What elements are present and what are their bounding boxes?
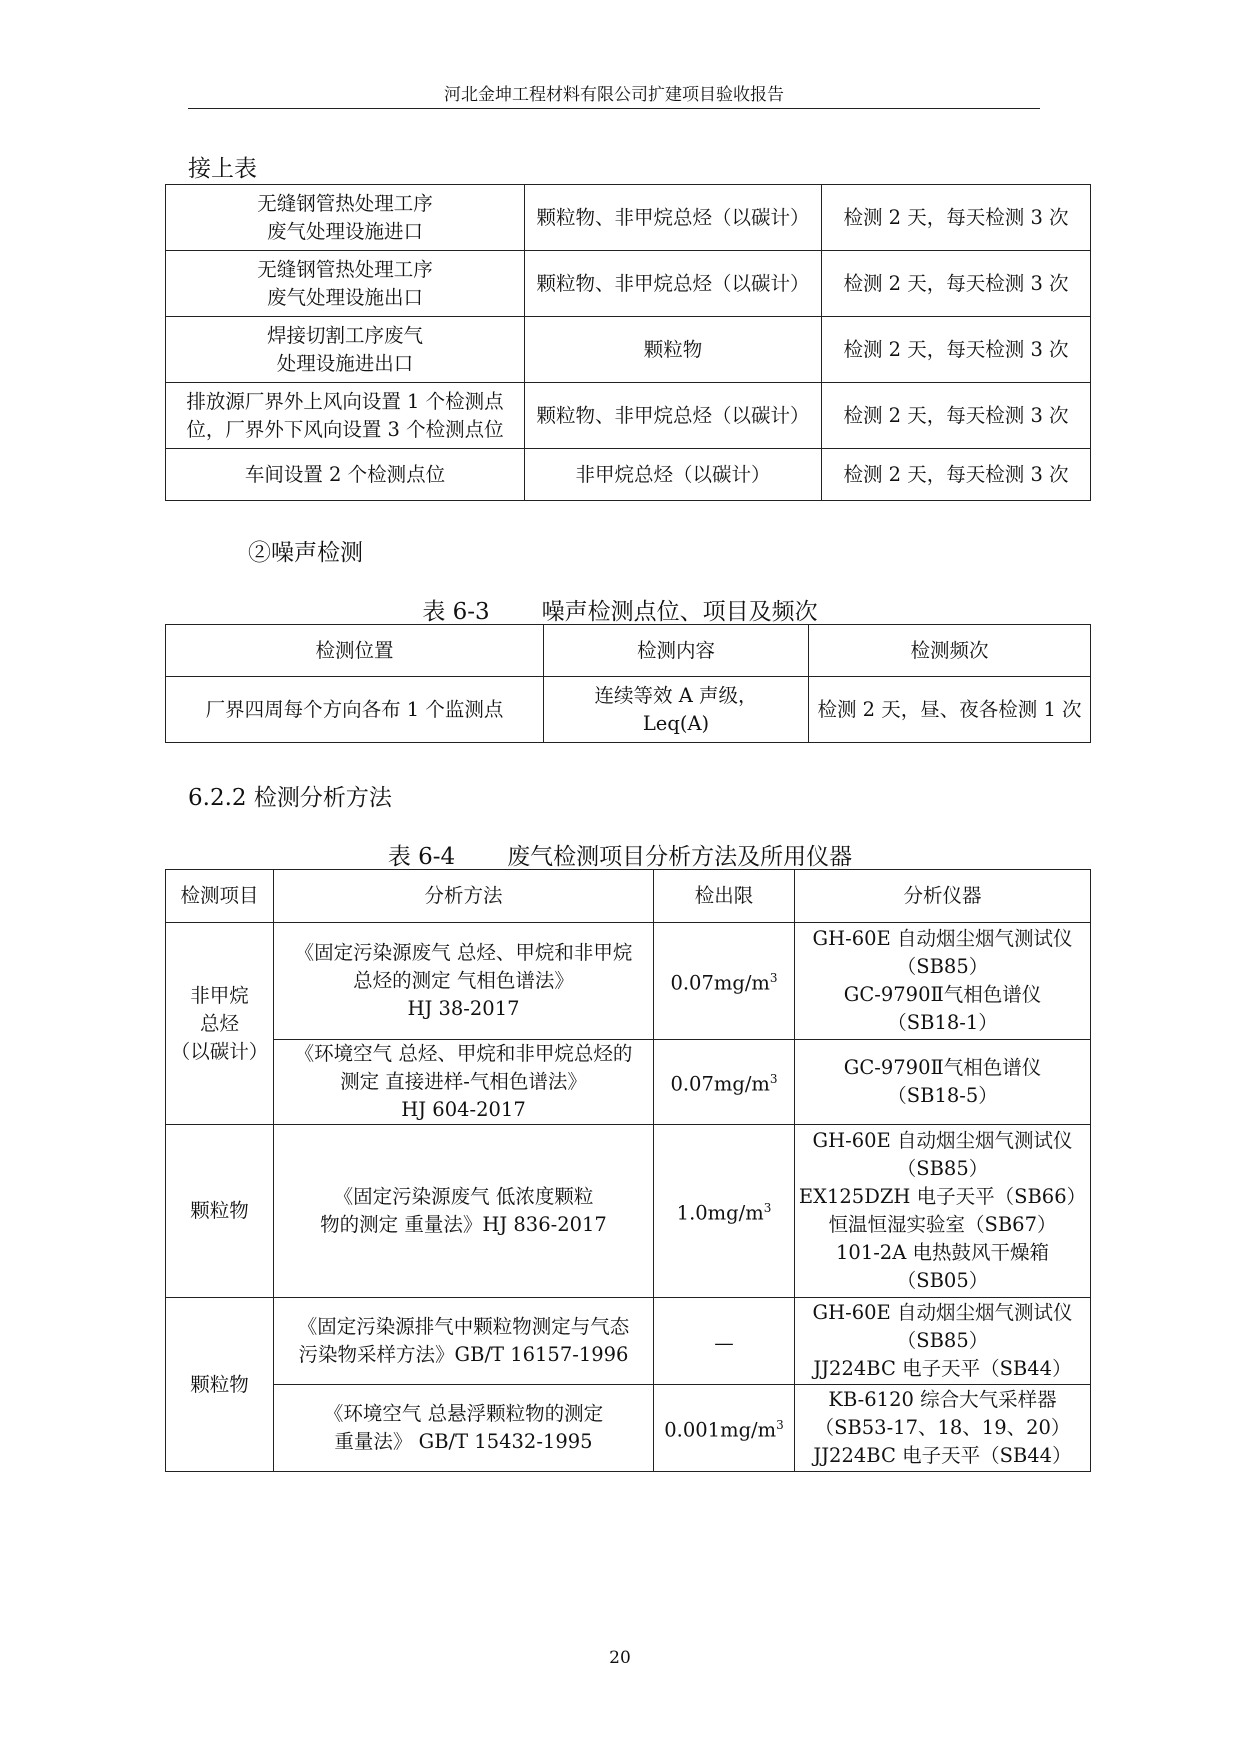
page-number: 20 xyxy=(609,1648,631,1668)
instrument-cell: KB-6120 综合大气采样器 （SB53-17、18、19、20） JJ224BC 电子天平（SB44） xyxy=(795,1385,1091,1472)
location-cell: 无缝钢管热处理工序 废气处理设施进口 xyxy=(166,185,525,251)
continued-label: 接上表 xyxy=(188,156,257,182)
table-row xyxy=(166,1125,1091,1298)
items-cell: 颗粒物、非甲烷总烃（以碳计） xyxy=(525,383,822,449)
limit-cell: $0.07mg/m^3$ xyxy=(654,1040,795,1125)
table-row xyxy=(166,1385,1091,1472)
column-header: 检测内容 xyxy=(544,625,809,677)
item-cell: 颗粒物 xyxy=(166,1125,274,1298)
method-cell: 《环境空气 总悬浮颗粒物的测定 重量法》 GB/T 15432-1995 xyxy=(274,1385,654,1472)
method-cell: 《固定污染源废气 总烃、甲烷和非甲烷 总烃的测定 气相色谱法》 HJ 38-2017 xyxy=(274,923,654,1040)
table-row xyxy=(166,383,1091,449)
limit-cell: $0.001mg/m^3$ xyxy=(654,1385,795,1472)
location-cell: 排放源厂界外上风向设置 1 个检测点 位，厂界外下风向设置 3 个检测点位 xyxy=(166,383,525,449)
items-cell: 颗粒物 xyxy=(525,317,822,383)
column-header: 检测频次 xyxy=(809,625,1091,677)
frequency-cell: 检测 2 天，每天检测 3 次 xyxy=(822,185,1091,251)
items-cell: 颗粒物、非甲烷总烃（以碳计） xyxy=(525,185,822,251)
frequency-cell: 检测 2 天，每天检测 3 次 xyxy=(822,317,1091,383)
table-row xyxy=(166,251,1091,317)
table-header-row xyxy=(166,870,1091,923)
frequency-cell: 检测 2 天，昼、夜各检测 1 次 xyxy=(809,677,1091,743)
item-cell: 颗粒物 xyxy=(166,1298,274,1472)
limit-cell: $1.0mg/m^3$ xyxy=(654,1125,795,1298)
items-cell: 颗粒物、非甲烷总烃（以碳计） xyxy=(525,251,822,317)
method-cell: 《固定污染源排气中颗粒物测定与气态 污染物采样方法》GB/T 16157-1996 xyxy=(274,1298,654,1385)
location-cell: 车间设置 2 个检测点位 xyxy=(166,449,525,501)
limit-cell: — xyxy=(654,1298,795,1385)
table-row xyxy=(166,449,1091,501)
method-cell: 《环境空气 总烃、甲烷和非甲烷总烃的 测定 直接进样-气相色谱法》 HJ 604-2017 xyxy=(274,1040,654,1125)
column-header: 分析方法 xyxy=(274,870,654,923)
table-row xyxy=(166,1040,1091,1125)
item-cell: 非甲烷 总烃 （以碳计） xyxy=(166,923,274,1125)
instrument-cell: GH-60E 自动烟尘烟气测试仪 （SB85） JJ224BC 电子天平（SB44） xyxy=(795,1298,1091,1385)
column-header: 分析仪器 xyxy=(795,870,1091,923)
location-cell: 无缝钢管热处理工序 废气处理设施出口 xyxy=(166,251,525,317)
table-header-row xyxy=(166,625,1091,677)
items-cell: 非甲烷总烃（以碳计） xyxy=(525,449,822,501)
page-header: 河北金坤工程材料有限公司扩建项目验收报告 xyxy=(188,84,1040,109)
location-cell: 厂界四周每个方向各布 1 个监测点 xyxy=(166,677,544,743)
instrument-cell: GC-9790Ⅱ气相色谱仪 （SB18-5） xyxy=(795,1040,1091,1125)
limit-cell: $0.07mg/m^3$ xyxy=(654,923,795,1040)
method-cell: 《固定污染源废气 低浓度颗粒 物的测定 重量法》HJ 836-2017 xyxy=(274,1125,654,1298)
table-6-3-caption: 表 6-3 噪声检测点位、项目及频次 xyxy=(422,599,818,625)
table-6-4-caption: 表 6-4 废气检测项目分析方法及所用仪器 xyxy=(387,844,853,870)
table-row xyxy=(166,317,1091,383)
noise-table xyxy=(165,624,1091,743)
table-row xyxy=(166,185,1091,251)
column-header: 检测项目 xyxy=(166,870,274,923)
monitoring-table-continued xyxy=(165,184,1091,501)
section-6-2-2-heading: 6.2.2 检测分析方法 xyxy=(188,785,392,811)
frequency-cell: 检测 2 天，每天检测 3 次 xyxy=(822,251,1091,317)
instrument-cell: GH-60E 自动烟尘烟气测试仪 （SB85） GC-9790Ⅱ气相色谱仪 （SB18-1） xyxy=(795,923,1091,1040)
instrument-cell: GH-60E 自动烟尘烟气测试仪 （SB85） EX125DZH 电子天平（SB66） 恒温恒湿实验室（SB67） 101-2A 电热鼓风干燥箱 （SB05） xyxy=(795,1125,1091,1298)
content-cell: 连续等效 A 声级， Leq(A) xyxy=(544,677,809,743)
column-header: 检测位置 xyxy=(166,625,544,677)
table-row xyxy=(166,1298,1091,1385)
table-row xyxy=(166,677,1091,743)
column-header: 检出限 xyxy=(654,870,795,923)
noise-section-heading: ②噪声检测 xyxy=(248,540,363,566)
frequency-cell: 检测 2 天，每天检测 3 次 xyxy=(822,449,1091,501)
table-row xyxy=(166,923,1091,1040)
frequency-cell: 检测 2 天，每天检测 3 次 xyxy=(822,383,1091,449)
location-cell: 焊接切割工序废气 处理设施进出口 xyxy=(166,317,525,383)
analysis-methods-table xyxy=(165,869,1091,1472)
